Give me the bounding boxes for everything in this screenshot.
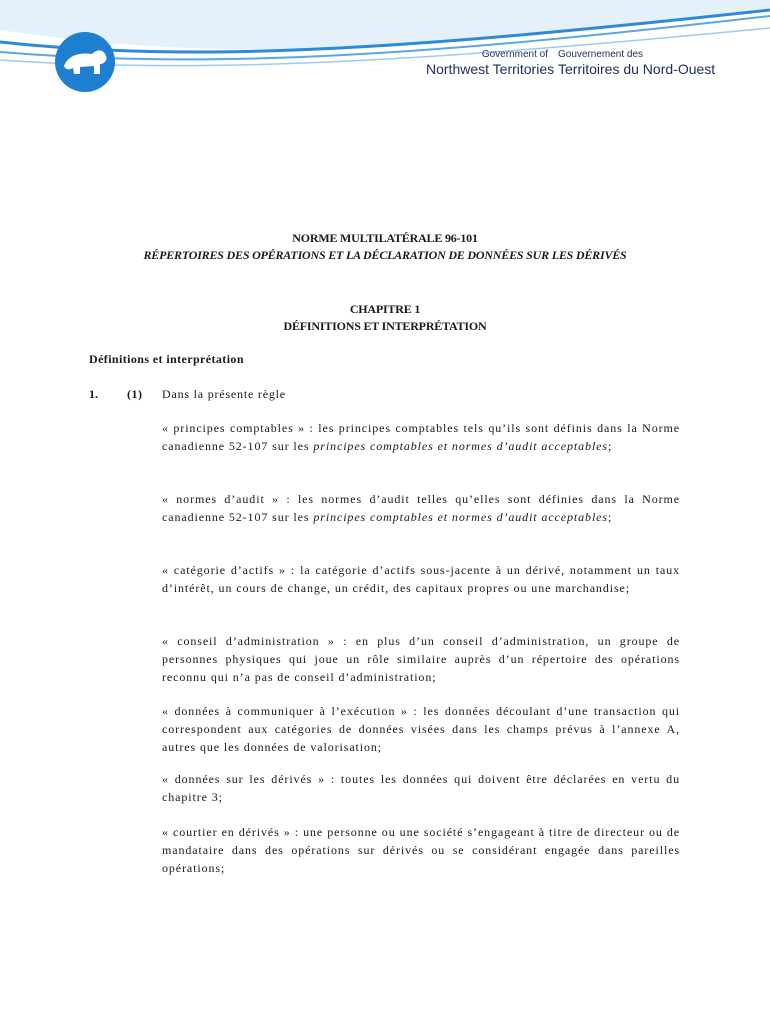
- definition-end: ;: [607, 510, 613, 524]
- definition-text: « principes comptables » : les principes comptables tels qu’ils sont définis dans la Norme canadienne 52-107 sur les: [162, 421, 680, 453]
- section-heading: Définitions et interprétation: [89, 352, 244, 366]
- document-title: NORME MULTILATÉRALE 96-101: [292, 231, 478, 245]
- rule-number: 1.: [89, 387, 98, 401]
- definition-paragraph: [162, 419, 680, 455]
- gov-name-french: [558, 49, 715, 77]
- chapter-title: DÉFINITIONS ET INTERPRÉTATION: [283, 319, 487, 333]
- document-subtitle: RÉPERTOIRES DES OPÉRATIONS ET LA DÉCLARATION DE DONNÉES SUR LES DÉRIVÉS: [143, 248, 627, 262]
- page-header: [0, 0, 770, 110]
- subrule-number: (1): [127, 387, 143, 401]
- definition-paragraph: [162, 770, 680, 806]
- polar-bear-logo-icon: [55, 32, 115, 92]
- definition-paragraph: [162, 702, 680, 756]
- definition-paragraph: [162, 632, 680, 686]
- gov-fr-line2: Territoires du Nord-Ouest: [558, 61, 716, 77]
- rule-intro: Dans la présente règle: [162, 387, 286, 401]
- gov-fr-line1: Gouvernement des: [558, 49, 644, 60]
- definition-italic: principes comptables et normes d’audit acceptables: [313, 510, 608, 524]
- gov-name-english: [426, 49, 554, 77]
- definition-paragraph: [162, 561, 680, 597]
- definition-text: « catégorie d’actifs » : la catégorie d’actifs sous-jacente à un dérivé, notamment un taux d’intérêt, un cours de change, un crédit, des capitaux propres ou une marchandise;: [162, 563, 680, 595]
- definition-italic: principes comptables et normes d’audit acceptables: [313, 439, 608, 453]
- definition-text: « courtier en dérivés » : une personne ou une société s’engageant à titre de directeur ou de mandataire dans des opérations sur dérivés ou se considérant engagée dans pareilles opérations;: [162, 825, 680, 875]
- chapter-number: CHAPITRE 1: [349, 302, 421, 316]
- definition-text: « conseil d’administration » : en plus d’un conseil d’administration, un groupe de personnes physiques qui joue un rôle similaire auprès d’un répertoire des opérations reconnu qui n’a pas de conseil d’administration;: [162, 634, 680, 684]
- definition-text: « normes d’audit » : les normes d’audit telles qu’elles sont définies dans la Norme canadienne 52-107 sur les: [162, 492, 680, 524]
- definition-end: ;: [607, 439, 613, 453]
- definition-paragraph: [162, 490, 680, 526]
- definition-text: « données à communiquer à l’exécution » : les données découlant d’une transaction qui correspondent aux catégories de données visées dans les champs prévus à l’annexe A, autres que les données de valorisation;: [162, 704, 680, 754]
- definition-text: « données sur les dérivés » : toutes les données qui doivent être déclarées en vertu du chapitre 3;: [162, 772, 680, 804]
- gov-en-line1: Government of: [481, 49, 548, 60]
- definition-paragraph: [162, 823, 680, 877]
- gov-en-line2: Northwest Territories: [426, 61, 555, 77]
